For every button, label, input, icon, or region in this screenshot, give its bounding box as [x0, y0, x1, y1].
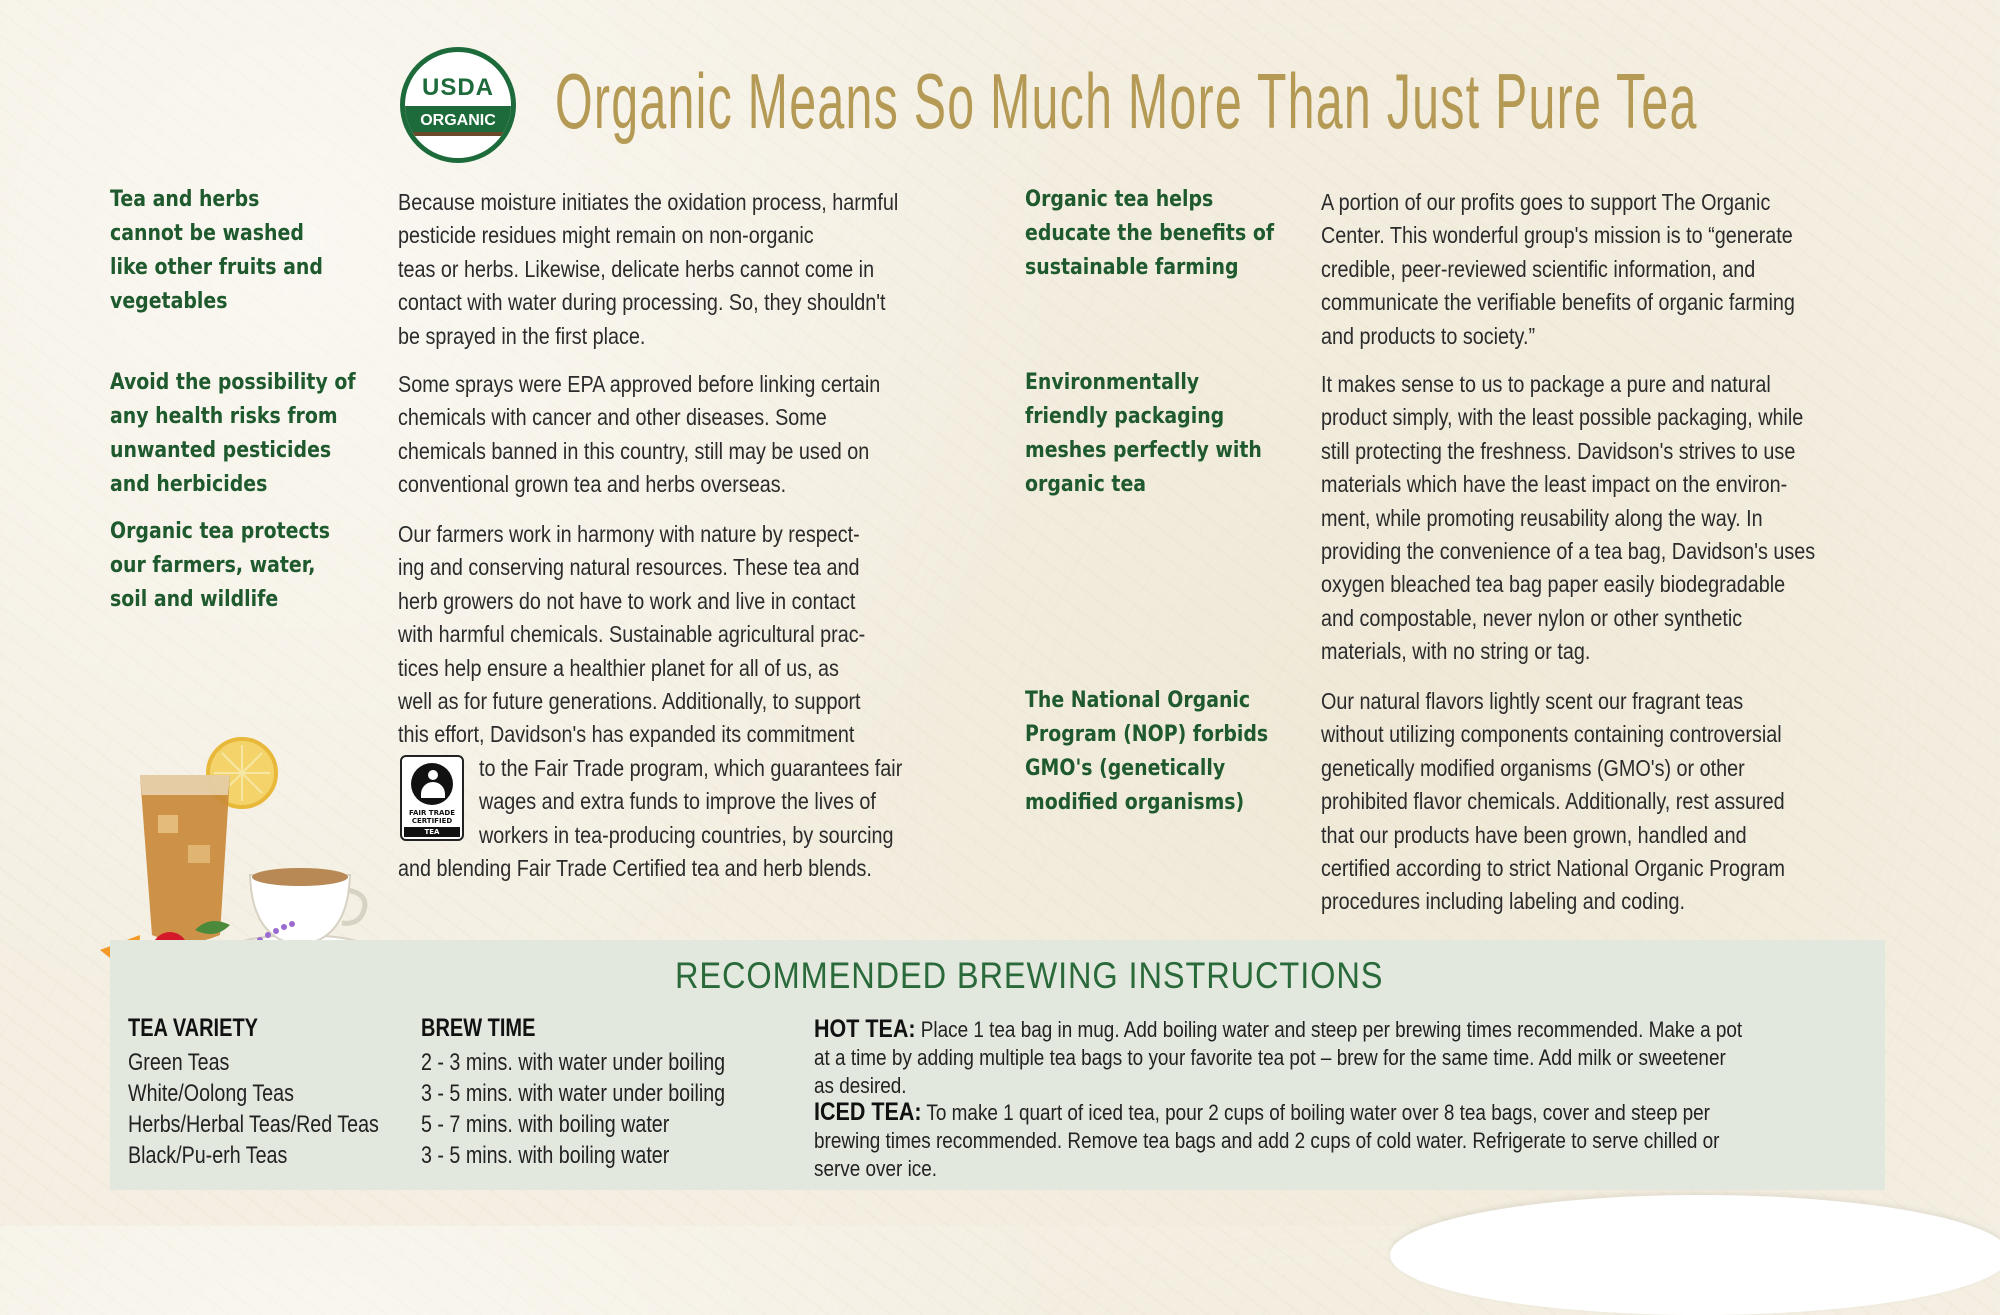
- tea-variety-header: TEA VARIETY: [128, 1014, 259, 1042]
- plate-edge-decoration: [1390, 1195, 2000, 1315]
- brew-time-header: BREW TIME: [421, 1014, 536, 1042]
- list-item: Herbs/Herbal Teas/Red Teas: [128, 1111, 379, 1138]
- list-item: Green Teas: [128, 1049, 230, 1076]
- seal-usda-text: USDA: [421, 74, 494, 101]
- usda-organic-seal: [400, 47, 516, 163]
- text-educate-benefits: A portion of our profits goes to support The Organic Center. This wonderful group's mission is to “generate credible, peer-reviewed scientific information, and communicate the verifiable benefits of organic farming and products to society.”: [1321, 189, 1795, 349]
- text-washed: Because moisture initiates the oxidation process, harmful pesticide residues might remain on non-organic teas or herbs. Likewise, delicate herbs cannot come in contact with water during processing. So, they shouldn't be sprayed in the first place.: [398, 189, 899, 349]
- iced-tea-glass-icon: [140, 775, 230, 943]
- hot-tea-text: Place 1 tea bag in mug. Add boiling water and steep per brewing times recommended. Make a pot at a time by adding multiple tea bags to your favorite tea pot – brew for the same time. Add milk or sweetener as desired.: [814, 1017, 1743, 1098]
- fair-trade-tea-tag: TEA: [404, 827, 460, 837]
- fair-trade-certified-logo: [400, 755, 464, 841]
- list-item: 2 - 3 mins. with water under boiling: [421, 1049, 726, 1076]
- heading-educate-benefits: Organic tea helps educate the benefits of sustainable farming: [1025, 187, 1275, 280]
- text-protects-farmers: Our farmers work in harmony with nature by respect- ing and conserving natural resources. These tea and herb growers do not have to work and live in contact with harmful chemicals. Sustainable agricultural prac- tices help ensure a healthier planet for all of us, as well as for future generations. Additionally, to support this effort, Davidson's has expanded its commitment: [398, 521, 866, 748]
- iced-tea-text: To make 1 quart of iced tea, pour 2 cups of boiling water over 8 tea bags, cover and steep per brewing times recommended. Remove tea bags and add 2 cups of cold water. Refrigerate to serve chilled or serve over ice.: [814, 1100, 1720, 1181]
- text-fair-trade-wrap: to the Fair Trade program, which guarantees fair wages and extra funds to improve the lives of workers in tea-producing countries, by sourcing: [479, 755, 903, 848]
- list-item: 3 - 5 mins. with water under boiling: [421, 1080, 726, 1107]
- page-title: Organic Means So Much More Than Just Pure Tea: [555, 57, 1698, 145]
- text-packaging: It makes sense to us to package a pure and natural product simply, with the least possible packaging, while still protecting the freshness. Davidson's strives to use materials which have the least impact on the environ- ment, while promoting reusability along the way. In providing the convenience of a tea bag, Davidson's uses oxygen bleached tea bag paper easily biodegradable and compostable, never nylon or other synthetic materials, with no string or tag.: [1321, 371, 1816, 665]
- brewing-title: RECOMMENDED BREWING INSTRUCTIONS: [675, 955, 1384, 996]
- fair-trade-figure-head: [428, 770, 438, 780]
- iced-tea-label: ICED TEA:: [814, 1098, 922, 1126]
- glass-rim: [140, 775, 230, 795]
- list-item: 3 - 5 mins. with boiling water: [421, 1142, 670, 1169]
- brew-time-list: [421, 1047, 725, 1171]
- heading-washed: Tea and herbs cannot be washed like other fruits and vegetables: [110, 187, 323, 314]
- text-nop-gmo: Our natural flavors lightly scent our fragrant teas without utilizing components containing controversial genetically modified organisms (GMO's) or other prohibited flavor chemicals. Additionally, rest assured that our products have been grown, handled and certified according to strict National Organic Program procedures including labeling and coding.: [1321, 688, 1785, 915]
- heading-nop-gmo: The National Organic Program (NOP) forbids GMO's (genetically modified organisms): [1025, 688, 1269, 815]
- seal-ground-band: [405, 132, 511, 158]
- tea-variety-list: [128, 1047, 379, 1171]
- fair-trade-label: FAIR TRADE CERTIFIED: [408, 809, 455, 825]
- iced-tea-instructions: [814, 1098, 1863, 1183]
- seal-organic-band: ORGANIC: [405, 106, 511, 136]
- ice-cube: [188, 845, 210, 863]
- text-fair-trade-end: and blending Fair Trade Certified tea and herb blends.: [398, 855, 872, 881]
- cup-tea-surface: [252, 868, 348, 886]
- heading-protects-farmers: Organic tea protects our farmers, water, soil and wildlife: [110, 519, 330, 612]
- heading-packaging: Environmentally friendly packaging meshes perfectly with organic tea: [1025, 370, 1262, 497]
- text-health-risks: Some sprays were EPA approved before linking certain chemicals with cancer and other diseases. Some chemicals banned in this country, still may be used on conventional grown tea and herbs overseas.: [398, 371, 881, 498]
- list-item: White/Oolong Teas: [128, 1080, 294, 1107]
- hot-tea-label: HOT TEA:: [814, 1015, 916, 1043]
- list-item: 5 - 7 mins. with boiling water: [421, 1111, 670, 1138]
- heading-health-risks: Avoid the possibility of any health risks from unwanted pesticides and herbicides: [110, 370, 356, 497]
- list-item: Black/Pu-erh Teas: [128, 1142, 288, 1169]
- hot-tea-instructions: [814, 1015, 1863, 1100]
- ice-cube: [158, 815, 178, 833]
